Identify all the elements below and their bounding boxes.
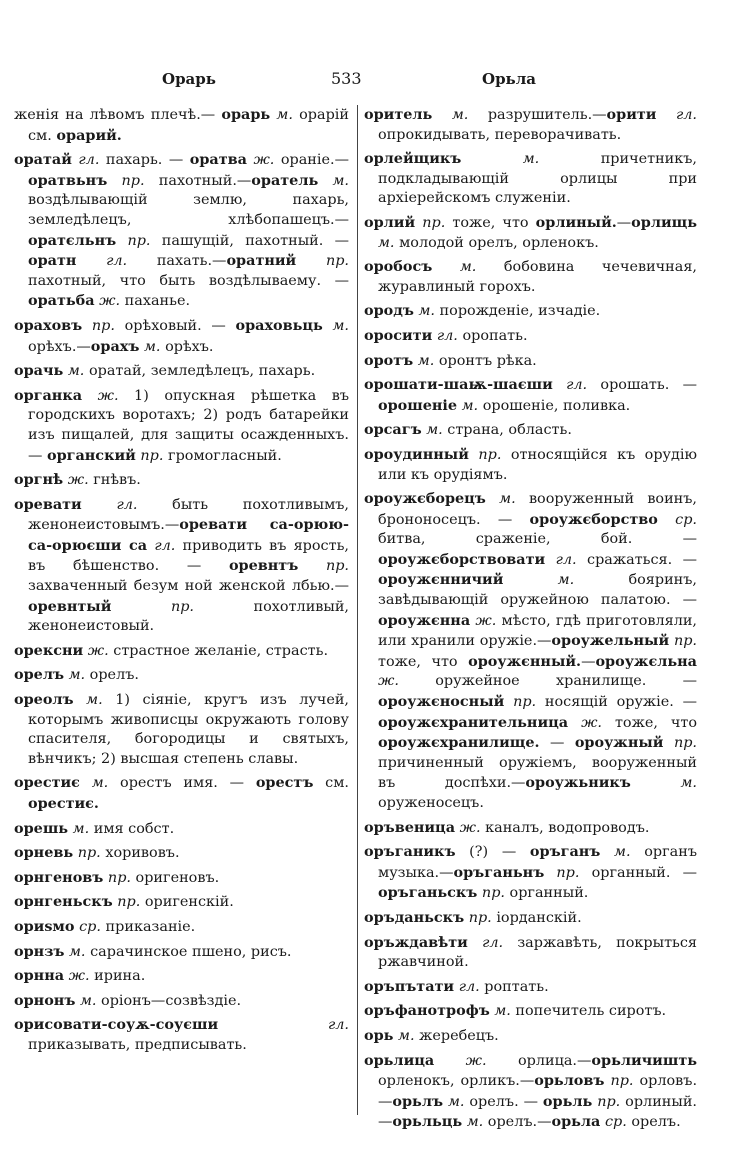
dictionary-entry: орнгеньскъ пр. оригенскій. [14, 893, 234, 911]
dictionary-entry: оросити гл. оропать. [364, 326, 528, 344]
dictionary-entry: женія на лѣвомъ плечѣ.— орарь м. орарій см. орарий. [14, 106, 350, 144]
dictionary-entry: оратай гл. пахарь. — оратва ж. ораніе.—оратвьнъ пр. пахотный.—оратель м. воздѣлывающій землю, пахарь, земледѣлецъ, хлѣбопашецъ.— оратєльнъ пр. пашущій, пахотный. —оратн гл. пахать.—оратний пр. пахотный, что быть воздѣлываему. — оратьба ж. паханье. [14, 151, 350, 310]
dictionary-entry: оръвеница ж. каналъ, водопроводъ. [364, 818, 650, 836]
dictionary-entry: орнгеновъ пр. оригеновъ. [14, 868, 220, 886]
dictionary-entry: оръпътати гл. роптать. [364, 977, 549, 995]
dictionary-entry: орнонъ м. оріонъ—созвѣздіе. [14, 991, 242, 1009]
dictionary-entry: оръданьскъ пр. іорданскій. [364, 908, 582, 926]
dictionary-entry: органка ж. 1) опускная рѣшетка въ городскихъ воротахъ; 2) родъ батарейки изъ пищалей, для защиты осажденныхъ.— органский пр. громогласный. [14, 386, 350, 464]
dictionary-entry: орисовати-соуѫ-соуєши гл. приказывать, предписывать. [14, 1016, 349, 1053]
dictionary-entry: ориѕмо ср. приказаніе. [14, 917, 196, 935]
dictionary-entry: ореолъ м. 1) сіяніе, кругъ изъ лучей, которымъ живописцы окружають голову спасителя, богородицы и святыхъ, вѣнчикъ; 2) высшая степень славы. [14, 691, 350, 767]
dictionary-entry: орь м. жеребецъ. [364, 1026, 499, 1044]
dictionary-entry: орестиє м. орестъ имя. — орестъ см. орестиє. [14, 774, 349, 812]
dictionary-entry: оргнѣ ж. гнѣвъ. [14, 471, 141, 489]
right-column [364, 105, 697, 1137]
dictionary-entry: орьлица ж. орлица.—орьличишть орленокъ, орликъ.—орьловъ пр. орловъ.—орьлъ м. орелъ. — орьль пр. орлиный.—орьльць м. орелъ.—орьла ср. орелъ. [364, 1051, 698, 1131]
dictionary-entry: орелъ м. орелъ. [14, 666, 139, 684]
dictionary-entry: ороужєборецъ м. вооруженный воинъ, брононосецъ. — ороужєборство ср. битва, сраженіе, бой. — ороужєборствовати гл. сражаться. — ороужєнничий м. бояринъ, завѣдывающій оружейною палатою. — ороужєнна ж. мѣсто, гдѣ приготовляли, или хранили оружіе.—ороужельный пр. тоже, что ороужєнный.—ороужєльна ж. оружейное хранилище. — ороужєносный пр. носящій оружіе. — ороужєхранительница ж. тоже, что ороужєхранилище. — ороужный пр. причиненный оружіемъ, вооруженный въ доспѣхи.—ороужьникъ м. оруженосецъ. [364, 490, 698, 811]
dictionary-entry: орешь м. имя собст. [14, 819, 175, 837]
dictionary-entry: орнзъ м. сарачинское пшено, рисъ. [14, 942, 292, 960]
dictionary-entry: оръфанотрофъ м. попечитель сиротъ. [364, 1002, 667, 1020]
dictionary-entry: оръганикъ (?) — оръганъ м. органъ музыка.—оръганьнъ пр. органный. —оръганьскъ пр. органный. [364, 843, 698, 902]
running-header [0, 68, 740, 92]
header-left-word: Орарь [162, 70, 216, 88]
dictionary-entry: орачь м. оратай, земледѣлецъ, пахарь. [14, 362, 316, 380]
dictionary-entry: ороудинный пр. относящійся къ орудію или къ орудіямъ. [364, 445, 698, 483]
dictionary-entry: оръждавѣти гл. заржавѣть, покрыться ржавчиной. [364, 933, 698, 971]
dictionary-entry: орневь пр. хоривовъ. [14, 844, 180, 862]
dictionary-entry: орексни ж. страстное желаніе, страсть. [14, 641, 329, 659]
header-right-word: Орьла [482, 70, 537, 88]
dictionary-entry: оритель м. разрушитель.—орити гл. опрокидывать, переворачивать. [364, 106, 697, 143]
dictionary-entry: орлий пр. тоже, что орлиный.—орлищь м. молодой орелъ, орленокъ. [364, 213, 697, 251]
dictionary-entry: орошати-шаѭ-шаєши гл. орошать. —орошеніе м. орошеніе, поливка. [364, 376, 697, 414]
dictionary-entry: орлейщикъ м. причетникъ, подкладывающій орлицы при архіерейскомъ служеніи. [364, 150, 697, 207]
dictionary-entry: оревати гл. быть похотливымъ, женонеистовымъ.—оревати са-орюю-са-орюєши са гл. приводить въ ярость, въ бѣшенство. — оревнтъ пр. захваченный безум ной женской лбью.—оревнтый пр. похотливый, женонеистовый. [14, 495, 350, 635]
dictionary-entry: ородъ м. порожденіе, изчадіе. [364, 302, 601, 320]
column-divider [357, 105, 358, 1115]
dictionary-entry: ораховъ пр. орѣховый. — ораховьць м. орѣхъ.—орахъ м. орѣхъ. [14, 316, 349, 355]
dictionary-entry: орсагъ м. страна, область. [364, 421, 572, 439]
dictionary-entry: орнна ж. ирина. [14, 967, 146, 985]
dictionary-entry: оротъ м. оронтъ рѣка. [364, 351, 537, 369]
dictionary-entry: оробосъ м. бобовина чечевичная, журавлиный горохъ. [364, 258, 698, 295]
page-number: 533 [331, 69, 362, 88]
left-column [14, 105, 349, 1060]
